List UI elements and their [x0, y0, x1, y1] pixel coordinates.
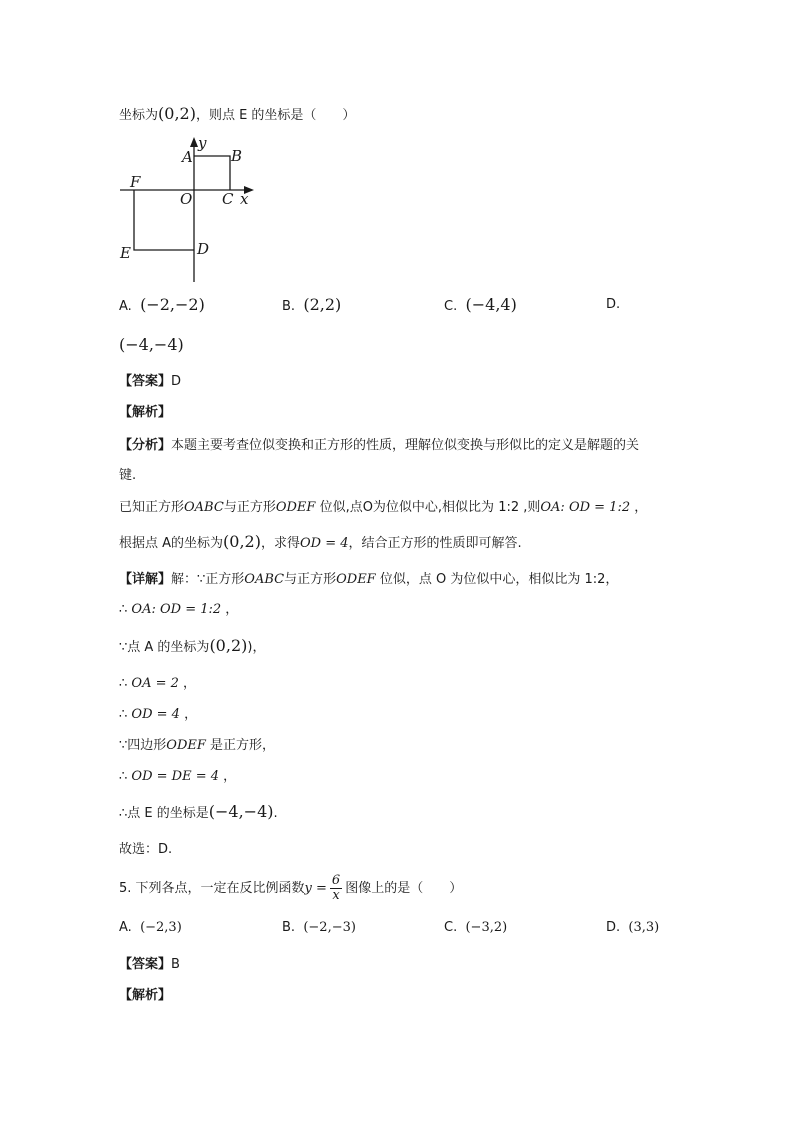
- step-6-pre: ∴: [119, 769, 128, 784]
- q5-fraction: [330, 874, 342, 903]
- label-c: C: [222, 190, 234, 208]
- q5-option-c: [444, 918, 507, 938]
- step-6: [119, 767, 236, 787]
- option-b: [282, 295, 341, 317]
- option-c-key: C.: [444, 299, 458, 314]
- step-1: [119, 600, 238, 620]
- based-text-2: ，求得: [260, 536, 300, 551]
- step-1-pre: ∴: [119, 602, 128, 617]
- q5-question: 图像上的是（ ）: [345, 881, 463, 896]
- label-y: y: [198, 134, 207, 152]
- step-1-eq: OA: OD = 1:2: [131, 602, 222, 617]
- option-c-value: (−4,4): [465, 295, 517, 314]
- detail-text-1: 解：∵正方形: [171, 572, 245, 587]
- fenxi-line-2: 键.: [119, 468, 137, 483]
- q5-option-d: [606, 918, 659, 938]
- q5-option-a: [119, 918, 182, 938]
- step-7-coord: (−4,−4): [208, 802, 274, 821]
- option-d-key: D.: [606, 297, 621, 312]
- q5-option-a-key: A.: [119, 920, 132, 935]
- option-b-value: (2,2): [303, 295, 342, 314]
- known-line: [119, 498, 647, 518]
- option-d-value: (−4,−4): [119, 335, 184, 354]
- fenxi-line-1: [119, 436, 639, 456]
- option-d: [606, 295, 620, 315]
- based-text-1: 根据点 A的坐标为: [119, 536, 224, 551]
- q5-option-d-value: (3,3): [628, 920, 660, 935]
- q5-option-b-key: B.: [282, 920, 296, 935]
- q5-denominator: x: [332, 888, 340, 903]
- step-3-post: ，: [183, 676, 197, 691]
- step-2-coord: (0,2): [209, 636, 248, 655]
- question-5: [119, 872, 462, 906]
- known-oabc: OABC: [184, 500, 224, 515]
- q5-numerator: 6: [331, 873, 341, 888]
- label-a: A: [182, 148, 193, 166]
- answer-label: 【答案】: [119, 374, 172, 389]
- intro-text: 坐标为: [119, 108, 159, 123]
- q5-option-c-value: (−3,2): [465, 920, 508, 935]
- option-b-key: B.: [282, 299, 296, 314]
- q5-option-b: [282, 918, 356, 938]
- step-5-post: 是正方形，: [210, 738, 276, 753]
- step-2: [119, 636, 265, 658]
- q5-option-d-key: D.: [606, 920, 621, 935]
- answer-value: D: [171, 374, 182, 389]
- known-text-1: 已知正方形: [119, 500, 185, 515]
- label-d: D: [197, 240, 210, 258]
- q5-option-b-value: (−2,−3): [303, 920, 356, 935]
- step-7-post: .: [273, 806, 278, 821]
- step-5: [119, 736, 275, 756]
- intro-coord: (0,2): [158, 104, 196, 123]
- label-f: F: [130, 173, 141, 191]
- based-coord: (0,2): [223, 532, 261, 551]
- step-6-post: ，: [223, 769, 237, 784]
- square-oabc: [194, 156, 230, 190]
- label-b: B: [231, 147, 243, 165]
- step-2-post: )，: [247, 640, 266, 655]
- based-text-3: ，结合正方形的性质即可解答.: [348, 536, 522, 551]
- detail-oabc: OABC: [244, 572, 285, 587]
- step-4: [119, 705, 197, 725]
- answer-line: [119, 372, 181, 392]
- known-odef: ODEF: [275, 500, 316, 515]
- step-5-eq: ODEF: [166, 738, 206, 753]
- step-1-post: ，: [225, 602, 239, 617]
- known-text-2: 与正方形: [223, 500, 276, 515]
- step-3-pre: ∴: [119, 676, 128, 691]
- intro-question: ，则点 E 的坐标是（ ）: [195, 108, 356, 123]
- detail-line: [119, 570, 618, 590]
- step-4-post: ，: [184, 707, 198, 722]
- q5-option-a-value: (−2,3): [140, 920, 182, 935]
- known-text-4: ，: [634, 500, 648, 515]
- fenxi-text: 本题主要考查位似变换和正方形的性质，理解位似变换与形似比的定义是解题的关: [171, 438, 640, 453]
- step-3: [119, 674, 196, 694]
- analysis-label: 【解析】: [119, 405, 172, 420]
- known-text-3: 位似,点O为位似中心,相似比为 1:2 ,则: [319, 500, 541, 515]
- label-x: x: [240, 190, 249, 208]
- step-5-pre: ∵四边形: [119, 738, 167, 753]
- detail-text-3: 位似，点 O 为位似中心，相似比为 1:2，: [379, 572, 619, 587]
- q5-option-c-key: C.: [444, 920, 458, 935]
- detail-text-2: 与正方形: [284, 572, 337, 587]
- known-ratio: OA: OD = 1:2: [540, 500, 631, 515]
- option-d-value-line: [119, 335, 184, 357]
- square-figure: [110, 130, 270, 290]
- step-3-eq: OA = 2: [131, 676, 179, 691]
- step-6-eq: OD = DE = 4: [131, 769, 220, 784]
- answer-2-line: [119, 955, 180, 975]
- detail-label: 【详解】: [119, 572, 172, 587]
- based-eq: OD = 4: [299, 536, 349, 551]
- option-c: [444, 295, 517, 317]
- based-line: [119, 532, 522, 554]
- answer-2-label: 【答案】: [119, 957, 172, 972]
- step-2-pre: ∵点 A 的坐标为: [119, 640, 210, 655]
- answer-2-value: B: [171, 957, 180, 972]
- detail-odef: ODEF: [336, 572, 376, 587]
- y-axis-arrow: [190, 137, 198, 147]
- label-e: E: [120, 244, 131, 262]
- step-4-pre: ∴: [119, 707, 128, 722]
- option-a-value: (−2,−2): [140, 295, 205, 314]
- option-a-key: A.: [119, 299, 132, 314]
- q5-text: 5. 下列各点，一定在反比例函数: [119, 881, 305, 896]
- step-4-eq: OD = 4: [131, 707, 180, 722]
- conclusion: 故选：D.: [119, 842, 173, 857]
- step-7-pre: ∴点 E 的坐标是: [119, 806, 209, 821]
- step-7: [119, 802, 278, 824]
- label-o: O: [180, 190, 193, 208]
- question-intro: [119, 104, 355, 126]
- option-a: [119, 295, 205, 317]
- q5-y-eq: y =: [304, 881, 327, 896]
- fenxi-label: 【分析】: [119, 438, 172, 453]
- analysis-2-label: 【解析】: [119, 988, 172, 1003]
